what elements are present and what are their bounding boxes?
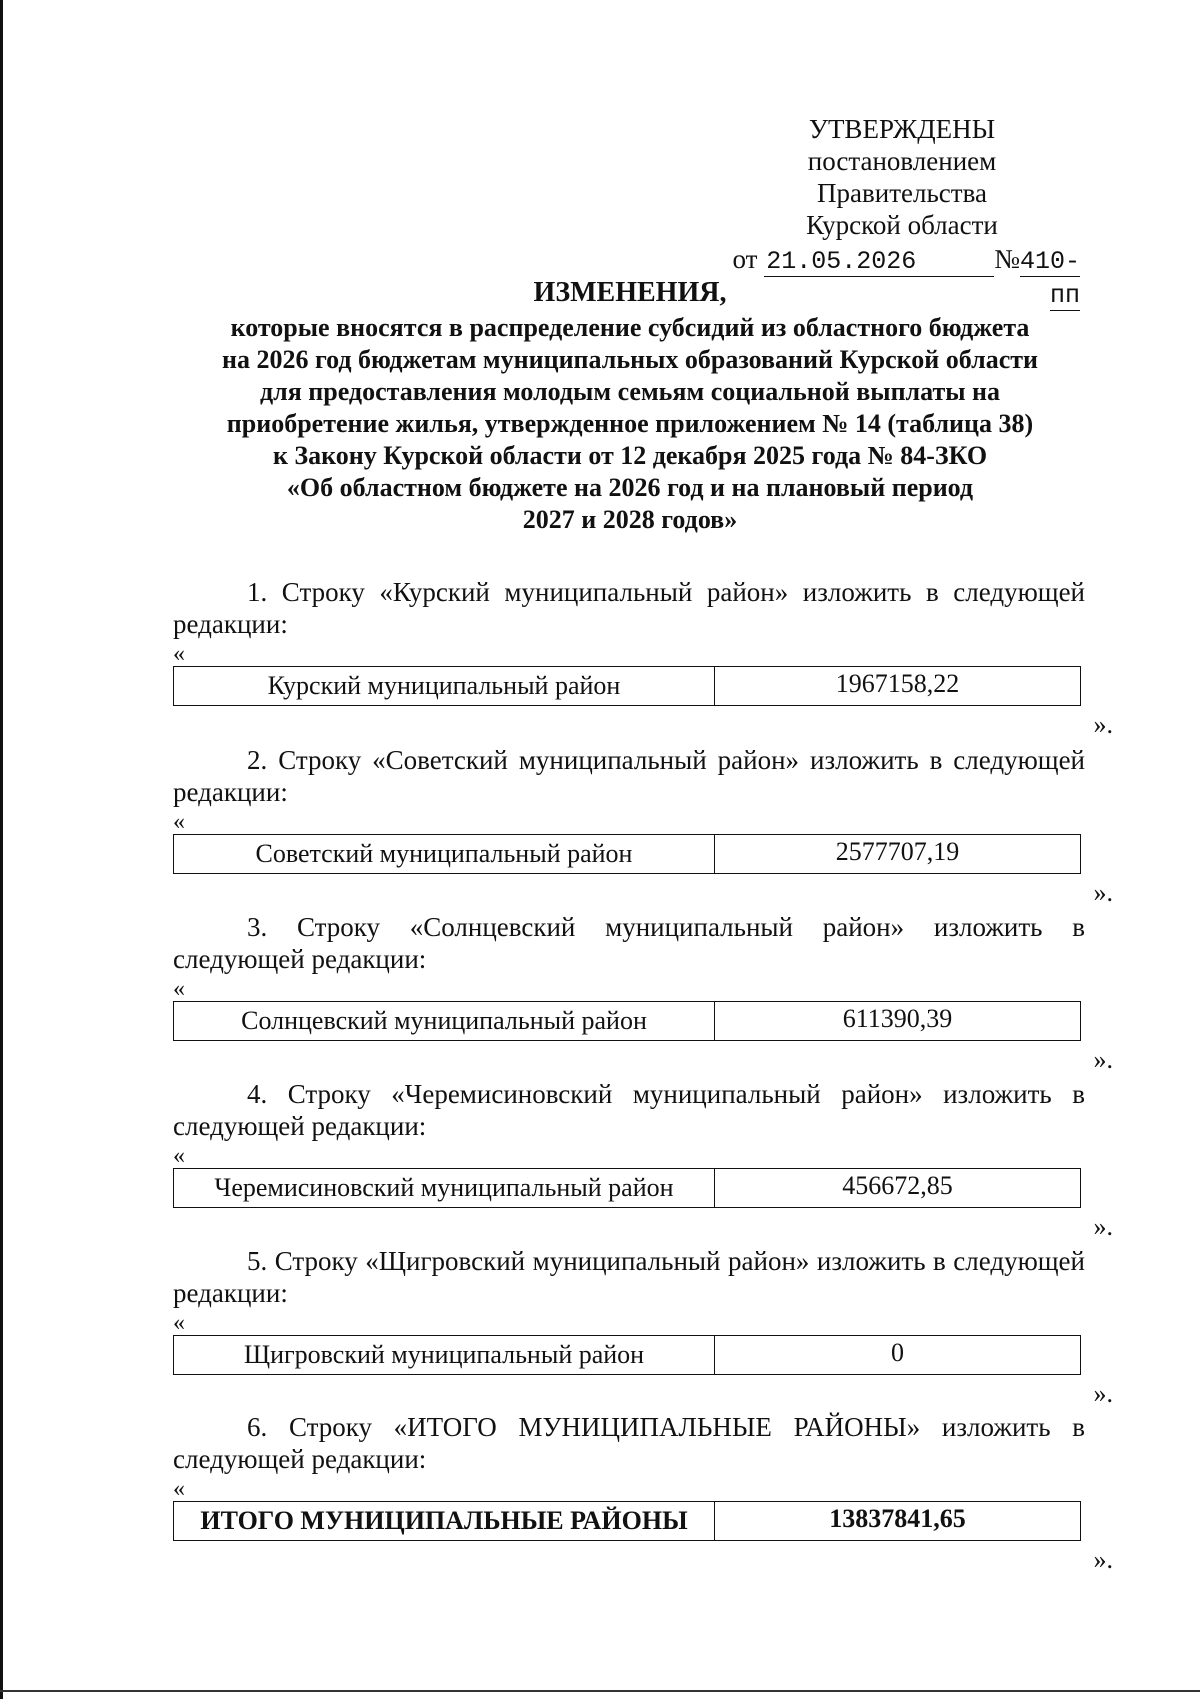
subsidy-value: 611390,39 xyxy=(842,1004,953,1033)
district-name: Курский муниципальный район xyxy=(174,667,715,705)
amendment-item-3 xyxy=(173,911,1113,1075)
amendment-table-row xyxy=(173,1001,1081,1041)
amendment-text: 3. Строку «Солнцевский муниципальный район» изложить в следующей редакции: xyxy=(173,912,1085,974)
close-quote: ». xyxy=(1093,710,1113,739)
title-line: 2027 и 2028 годов» xyxy=(522,505,738,534)
amendment-table-row xyxy=(173,834,1081,874)
title-line: «Об областном бюджете на 2026 год и на плановый период xyxy=(286,473,974,502)
subsidy-value: 1967158,22 xyxy=(835,669,960,698)
total-value: 13837841,65 xyxy=(829,1504,966,1533)
district-name: Солнцевский муниципальный район xyxy=(174,1002,715,1040)
close-quote: ». xyxy=(1093,878,1113,907)
title-line: которые вносятся в распределение субсидий из областного бюджета xyxy=(230,313,1030,342)
total-label: ИТОГО МУНИЦИПАЛЬНЫЕ РАЙОНЫ xyxy=(174,1502,715,1540)
approval-number: 410-пп xyxy=(1019,247,1080,310)
title-line: на 2026 год бюджетам муниципальных образований Курской области xyxy=(221,345,1039,374)
date-prefix: от xyxy=(732,244,758,274)
district-name: Щигровский муниципальный район xyxy=(174,1336,715,1374)
amendment-text: 6. Строку «ИТОГО МУНИЦИПАЛЬНЫЕ РАЙОНЫ» изложить в следующей редакции: xyxy=(173,1412,1085,1474)
amendment-table-row xyxy=(173,1168,1081,1208)
open-quote: « xyxy=(173,1143,185,1169)
document-title xyxy=(170,277,1090,536)
district-name: Советский муниципальный район xyxy=(174,835,715,873)
open-quote: « xyxy=(173,809,185,835)
subsidy-value: 0 xyxy=(891,1338,904,1367)
approval-line-3: Курской области xyxy=(806,210,998,240)
title-line: к Закону Курской области от 12 декабря 2025 года № 84-ЗКО xyxy=(272,441,988,470)
amendment-text: 2. Строку «Советский муниципальный район» изложить в следующей редакции: xyxy=(173,745,1085,807)
amendment-text: 1. Строку «Курский муниципальный район» изложить в следующей редакции: xyxy=(173,577,1085,639)
approval-line-1: УТВЕРЖДЕНЫ xyxy=(808,114,996,144)
approval-date: 21.05.2026 xyxy=(764,248,994,277)
scan-left-edge xyxy=(0,0,3,1699)
amendment-item-6 xyxy=(173,1411,1113,1575)
subsidy-value: 456672,85 xyxy=(842,1171,953,1200)
district-name: Черемисиновский муниципальный район xyxy=(174,1169,715,1207)
subsidy-value: 2577707,19 xyxy=(835,837,960,866)
amendment-table-row xyxy=(173,666,1081,706)
amendment-table-row xyxy=(173,1335,1081,1375)
title-heading: ИЗМЕНЕНИЯ, xyxy=(533,277,727,308)
close-quote: ». xyxy=(1093,1045,1113,1074)
open-quote: « xyxy=(173,641,185,667)
close-quote: ». xyxy=(1093,1379,1113,1408)
amendment-text: 4. Строку «Черемисиновский муниципальный район» изложить в следующей редакции: xyxy=(173,1079,1085,1141)
number-sign: № xyxy=(994,244,1020,274)
approval-line-2: постановлением Правительства xyxy=(807,146,997,208)
open-quote: « xyxy=(173,1476,185,1502)
title-line: приобретение жилья, утвержденное приложением № 14 (таблица 38) xyxy=(226,409,1034,438)
close-quote: ». xyxy=(1093,1545,1113,1574)
amendment-item-1 xyxy=(173,576,1113,740)
amendment-item-4 xyxy=(173,1078,1113,1242)
amendment-text: 5. Строку «Щигровский муниципальный район» изложить в следующей редакции: xyxy=(173,1246,1085,1308)
amendment-item-5 xyxy=(173,1245,1113,1409)
open-quote: « xyxy=(173,976,185,1002)
title-line: для предоставления молодым семьям социальной выплаты на xyxy=(259,377,1001,406)
open-quote: « xyxy=(173,1310,185,1336)
amendment-table-row-total xyxy=(173,1501,1081,1541)
close-quote: ». xyxy=(1093,1212,1113,1241)
amendment-item-2 xyxy=(173,744,1113,908)
scan-bottom-edge xyxy=(0,1690,1200,1692)
